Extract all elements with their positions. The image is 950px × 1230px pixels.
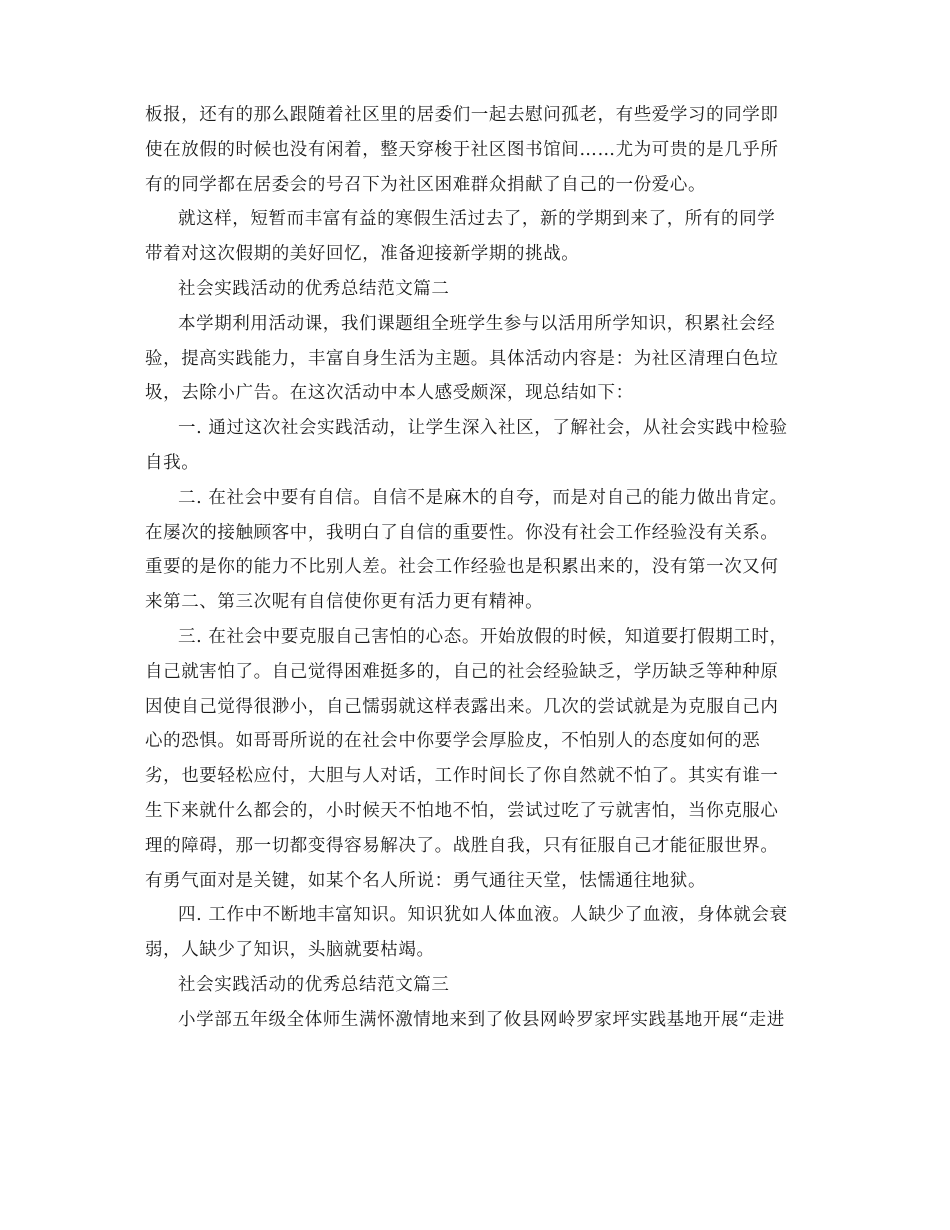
text-line: 弱，人缺少了知识，头脑就要枯竭。 bbox=[145, 940, 435, 961]
text-line: 有勇气面对是关键，如某个名人所说：勇气通往天堂，怯懦通往地狱。 bbox=[145, 870, 707, 891]
document-page bbox=[145, 98, 805, 1038]
text-line: 在屡次的接触顾客中，我明白了自信的重要性。你没有社会工作经验没有关系。 bbox=[145, 522, 779, 543]
text-line: 就这样，短暂而丰富有益的寒假生活过去了，新的学期到来了，所有的同学 bbox=[178, 209, 776, 230]
text-line: 自己就害怕了。自己觉得困难挺多的，自己的社会经验缺乏，学历缺乏等种种原 bbox=[145, 661, 779, 682]
list-item: 一. 通过这次社会实践活动，让学生深入社区，了解社会，从社会实践中检验 bbox=[178, 418, 788, 439]
list-item: 三. 在社会中要克服自己害怕的心态。开始放假的时候，知道要打假期工时， bbox=[178, 626, 788, 647]
text-line: 有的同学都在居委会的号召下为社区困难群众捐献了自己的一份爱心。 bbox=[145, 174, 707, 195]
text-line: 理的障碍，那一切都变得容易解决了。战胜自我，只有征服自己才能征服世界。 bbox=[145, 835, 779, 856]
list-item: 二. 在社会中要有自信。自信不是麻木的自夸，而是对自己的能力做出肯定。 bbox=[178, 487, 788, 508]
text-line: 板报，还有的那么跟随着社区里的居委们一起去慰问孤老，有些爱学习的同学即 bbox=[145, 105, 779, 125]
text-line: 带着对这次假期的美好回忆，准备迎接新学期的挑战。 bbox=[145, 244, 580, 265]
text-line: 自我。 bbox=[145, 452, 200, 473]
text-line: 重要的是你的能力不比别人差。社会工作经验也是积累出来的，没有第一次又何 bbox=[145, 557, 779, 578]
text-line: 圾，去除小广告。在这次活动中本人感受颇深，现总结如下： bbox=[145, 383, 634, 404]
text-line: 使在放假的时候也没有闲着，整天穿梭于社区图书馆间……尤为可贵的是几乎所 bbox=[145, 139, 779, 160]
text-line: 心的恐惧。如哥哥所说的在社会中你要学会厚脸皮，不怕别人的态度如何的恶 bbox=[145, 731, 761, 752]
list-item: 四. 工作中不断地丰富知识。知识犹如人体血液。人缺少了血液，身体就会衰 bbox=[178, 905, 788, 926]
text-line: 劣，也要轻松应付，大胆与人对话，工作时间长了你自然就不怕了。其实有谁一 bbox=[145, 766, 779, 787]
text-line: 小学部五年级全体师生满怀激情地来到了攸县网岭罗家坪实践基地开展“走进 bbox=[178, 1009, 785, 1030]
text-line: 生下来就什么都会的，小时候天不怕地不怕，尝试过吃了亏就害怕，当你克服心 bbox=[145, 800, 779, 821]
text-line: 来第二、第三次呢有自信使你更有活力更有精神。 bbox=[145, 592, 544, 613]
text-line: 本学期利用活动课，我们课题组全班学生参与以活用所学知识，积累社会经 bbox=[178, 313, 776, 334]
text-line: 验，提高实践能力，丰富自身生活为主题。具体活动内容是：为社区清理白色垃 bbox=[145, 348, 779, 369]
section-heading: 社会实践活动的优秀总结范文篇二 bbox=[178, 278, 450, 299]
text-line: 因使自己觉得很渺小，自己懦弱就这样表露出来。几次的尝试就是为克服自己内 bbox=[145, 696, 779, 717]
section-heading: 社会实践活动的优秀总结范文篇三 bbox=[178, 974, 450, 995]
